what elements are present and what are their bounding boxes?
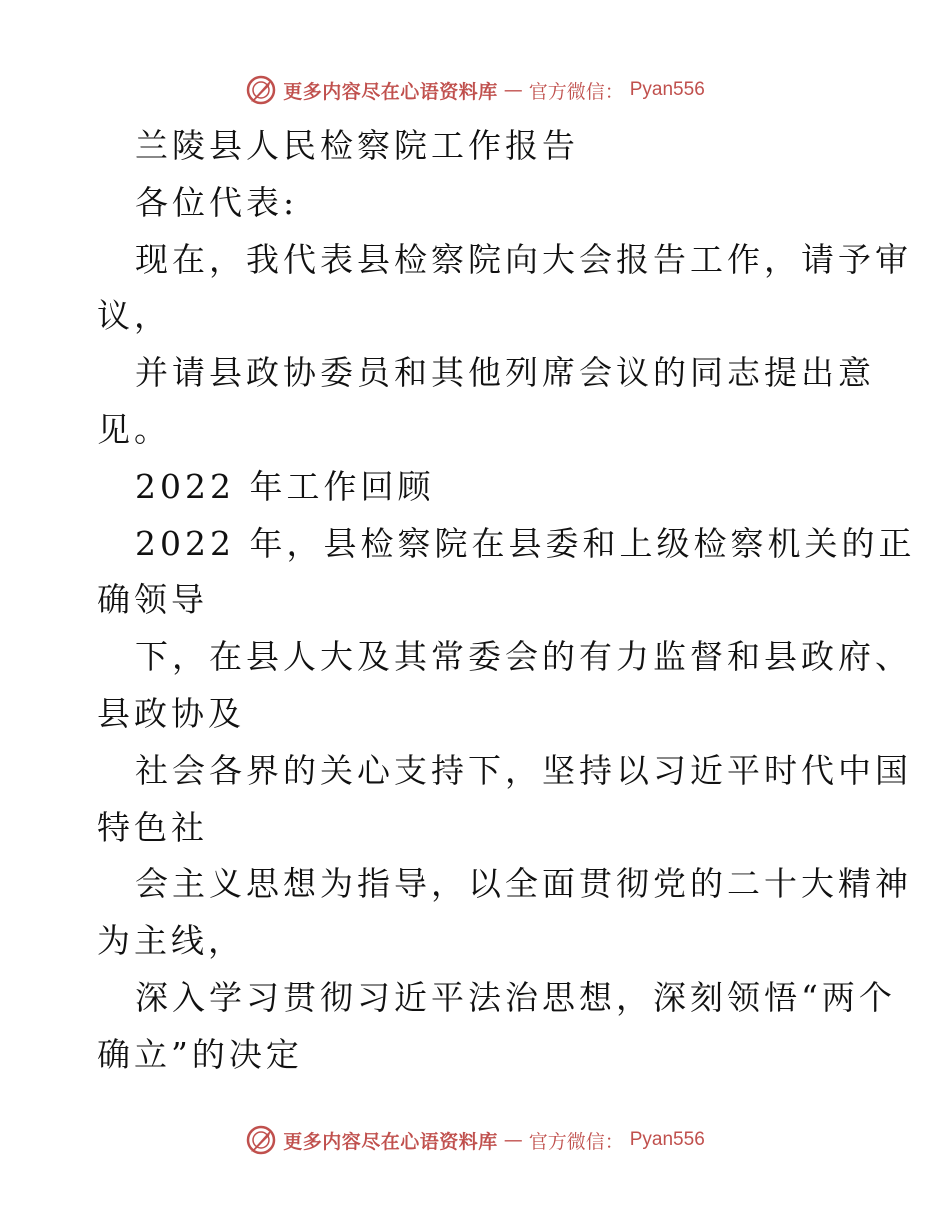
wechat-id: Pyan556 (629, 79, 705, 100)
paragraph-line: 社会各界的关心支持下，坚持以习近平时代中国 (135, 750, 912, 790)
paragraph-line: 深入学习贯彻习近平法治思想，深刻领悟“两个 (135, 978, 896, 1017)
banner-dash: — (503, 79, 523, 101)
wechat-label: 官方微信： (528, 80, 624, 103)
pen-logo-icon (245, 74, 277, 106)
library-text: 更多内容尽在心语资料库 (283, 80, 498, 103)
continuation-line: 议， (97, 296, 171, 336)
paragraph-line: 会主义思想为指导，以全面贯彻党的二十大精神 (135, 864, 912, 904)
pen-logo-icon (245, 1124, 277, 1156)
wechat-label: 官方微信： (528, 1130, 624, 1153)
library-text: 更多内容尽在心语资料库 (283, 1130, 498, 1153)
continuation-line: 为主线， (97, 921, 245, 961)
paragraph-line: 兰陵县人民检察院工作报告 (135, 126, 579, 165)
banner-dash: — (503, 1129, 523, 1151)
continuation-line: 县政协及 (97, 694, 245, 733)
continuation-line: 见。 (97, 410, 171, 449)
footer-watermark (0, 1122, 950, 1158)
paragraph-line: 2022 年工作回顾 (135, 466, 435, 506)
paragraph-line: 下，在县人大及其常委会的有力监督和县政府、 (135, 637, 912, 677)
paragraph-line: 各位代表: (135, 182, 299, 222)
header-watermark (0, 72, 950, 108)
paragraph-line: 现在，我代表县检察院向大会报告工作，请予审 (135, 239, 912, 279)
paragraph-line: 并请县政协委员和其他列席会议的同志提出意 (135, 353, 875, 393)
continuation-line: 确立”的决定 (97, 1034, 303, 1074)
continuation-line: 特色社 (97, 807, 208, 847)
continuation-line: 确领导 (97, 580, 208, 620)
paragraph-line: 2022 年，县检察院在县委和上级检察机关的正 (135, 523, 916, 563)
wechat-id: Pyan556 (629, 1129, 705, 1150)
